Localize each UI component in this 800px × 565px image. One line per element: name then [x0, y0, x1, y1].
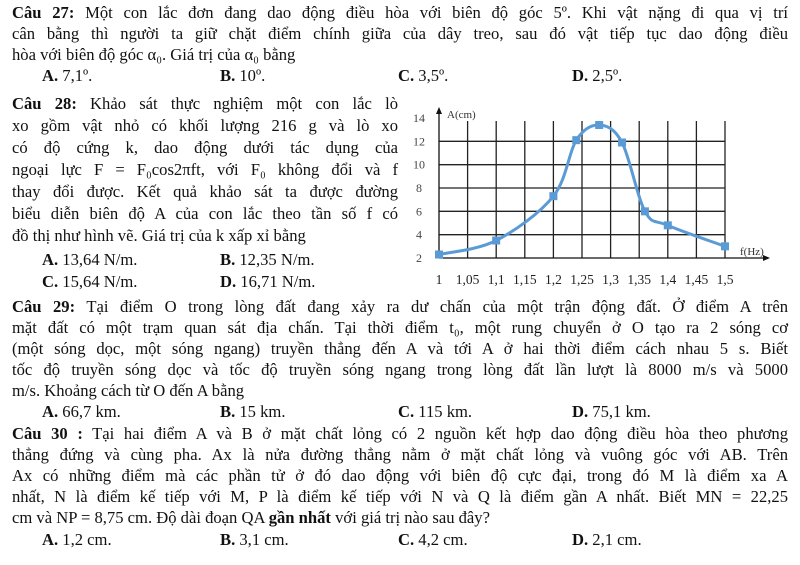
y-axis-arrow-icon: [436, 107, 442, 114]
x-axis-label: f(Hz): [740, 246, 764, 258]
y-tick-label: 12: [413, 134, 425, 149]
q27-option-a[interactable]: A. 7,1º.: [42, 66, 93, 85]
q29-option-d[interactable]: D. 75,1 km.: [572, 402, 651, 421]
data-point-marker: [618, 139, 626, 147]
x-tick-label: 1,45: [684, 272, 709, 287]
q27-option-c[interactable]: C. 3,5º.: [398, 66, 449, 85]
x-tick-label: 1: [435, 272, 443, 287]
x-axis-arrow-icon: [763, 255, 770, 261]
chart-grid: [439, 121, 725, 258]
q30-line-5: cm và NP = 8,75 cm. Độ dài đoạn QA gần nhất với giá trị nào sau đây?: [12, 508, 490, 527]
q29-option-a[interactable]: A. 66,7 km.: [42, 402, 121, 421]
q27-option-b[interactable]: B. 10º.: [220, 66, 266, 85]
q27-option-d[interactable]: D. 2,5º.: [572, 66, 623, 85]
q29-line-2: mặt đất có một trạm quan sát địa chấn. Tại thời điểm t₀, một rung chuyển ở O tạo ra 2 sóng cơ: [12, 318, 788, 337]
x-tick-label: 1,3: [602, 272, 620, 287]
data-point-marker: [492, 237, 500, 245]
q28-line-4: ngoại lực F = F₀cos2πft, với F₀ không đổi và f: [12, 160, 398, 179]
y-tick-label: 10: [413, 157, 425, 172]
x-tick-label: 1,05: [455, 272, 480, 287]
x-tick-label: 1,15: [512, 272, 537, 287]
q30-line-3: Ax có những điểm mà các phần tử ở đó dao động với biên độ cực đại, trong đó M là điểm xa A: [12, 466, 788, 485]
q28-option-c[interactable]: C. 15,64 N/m.: [42, 272, 138, 291]
x-tick-label: 1,25: [570, 272, 594, 287]
q28-option-a[interactable]: A. 13,64 N/m.: [42, 250, 138, 269]
x-tick-label: 1,35: [627, 272, 652, 287]
q27-line-3: hòa với biên độ góc α₀. Giá trị của α₀ bằng: [12, 45, 296, 64]
q28-line-5: thay đổi được. Kết quả khảo sát ta được đường: [12, 182, 398, 201]
emphasis-closest: gần nhất: [268, 508, 331, 527]
x-tick-label: 1,2: [544, 272, 562, 287]
y-tick-label: 8: [416, 181, 422, 195]
x-tick-label: 1,4: [659, 272, 677, 287]
q30-line-4: nhất, N là điểm kế tiếp với M, P là điểm kế tiếp với N và Q là điểm gần A nhất. Biết MN = 22,25: [12, 487, 788, 506]
q27-line-2: cân bằng thì người ta giữ chặt điểm chính giữa của dây treo, sau đó vật tiếp tục dao động điều: [12, 24, 788, 43]
x-tick-label: 1,1: [487, 272, 505, 287]
q30-option-b[interactable]: B. 3,1 cm.: [220, 530, 289, 549]
q28-option-d[interactable]: D. 16,71 N/m.: [220, 272, 316, 291]
q28-label: Câu 28:: [12, 94, 77, 113]
q30-line-2: thẳng đứng và cùng pha. Ax là nửa đường thẳng nằm ở mặt chất lỏng và vuông góc với AB. Trên: [12, 445, 788, 464]
q28-option-b[interactable]: B. 12,35 N/m.: [220, 250, 315, 269]
amplitude-frequency-chart: [400, 100, 800, 290]
q29-line-5: m/s. Khoảng cách từ O đến A bằng: [12, 381, 245, 400]
chart-axes: [436, 107, 770, 261]
q29-label: Câu 29:: [12, 297, 76, 316]
data-point-marker: [664, 221, 672, 229]
data-point-marker: [549, 192, 557, 200]
q28-line-3: có độ cứng k, dao động dưới tác dụng của: [12, 138, 398, 157]
q28-line-1: Câu 28: Khảo sát thực nghiệm một con lắc lò: [12, 94, 398, 113]
q30-option-d[interactable]: D. 2,1 cm.: [572, 530, 642, 549]
q30-label: Câu 30 :: [12, 424, 83, 443]
q27-line-1: Câu 27: Một con lắc đơn đang dao động điều hòa với biên độ góc 5º. Khi vật nặng đi qua vị trí: [12, 3, 789, 22]
y-tick-label: 6: [416, 204, 422, 219]
q28-line-6: biểu diễn biên độ A của con lắc theo tần số f có: [12, 204, 398, 223]
data-point-marker: [435, 251, 443, 259]
q29-option-b[interactable]: B. 15 km.: [220, 402, 286, 421]
data-point-marker: [641, 207, 649, 215]
q28-line-7: đồ thị như hình vẽ. Giá trị của k xấp xỉ bằng: [12, 226, 306, 245]
q29-line-4: tốc độ truyền sóng dọc và tốc độ truyền sóng ngang trong lòng đất lần lượt là 8000 m/s và 5000: [12, 360, 788, 379]
q30-option-c[interactable]: C. 4,2 cm.: [398, 530, 468, 549]
q29-line-1: Câu 29: Tại điểm O trong lòng đất đang xảy ra dư chấn của một trận động đất. Ở điểm A trên: [12, 297, 789, 316]
q29-option-c[interactable]: C. 115 km.: [398, 402, 473, 421]
x-tick-label: 1,5: [716, 272, 734, 287]
q30-line-1: Câu 30 : Tại hai điểm A và B ở mặt chất lỏng có 2 nguồn kết hợp dao động điều hòa theo phương: [12, 424, 788, 443]
y-tick-label: 2: [416, 251, 422, 265]
data-point-marker: [572, 136, 580, 144]
y-tick-label: 14: [413, 111, 425, 125]
q30-option-a[interactable]: A. 1,2 cm.: [42, 530, 112, 549]
q28-line-2: xo gồm vật nhỏ có khối lượng 216 g và lò xo: [12, 116, 398, 135]
data-point-marker: [595, 121, 603, 129]
y-tick-label: 4: [416, 227, 422, 242]
q27-label: Câu 27:: [12, 3, 75, 22]
y-axis-label: A(cm): [447, 109, 476, 121]
q29-line-3: (một sóng dọc, một sóng ngang) truyền thẳng đến A và tới A ở hai thời điểm cách nhau 5 s. Biết: [12, 339, 788, 358]
data-point-marker: [721, 242, 729, 250]
